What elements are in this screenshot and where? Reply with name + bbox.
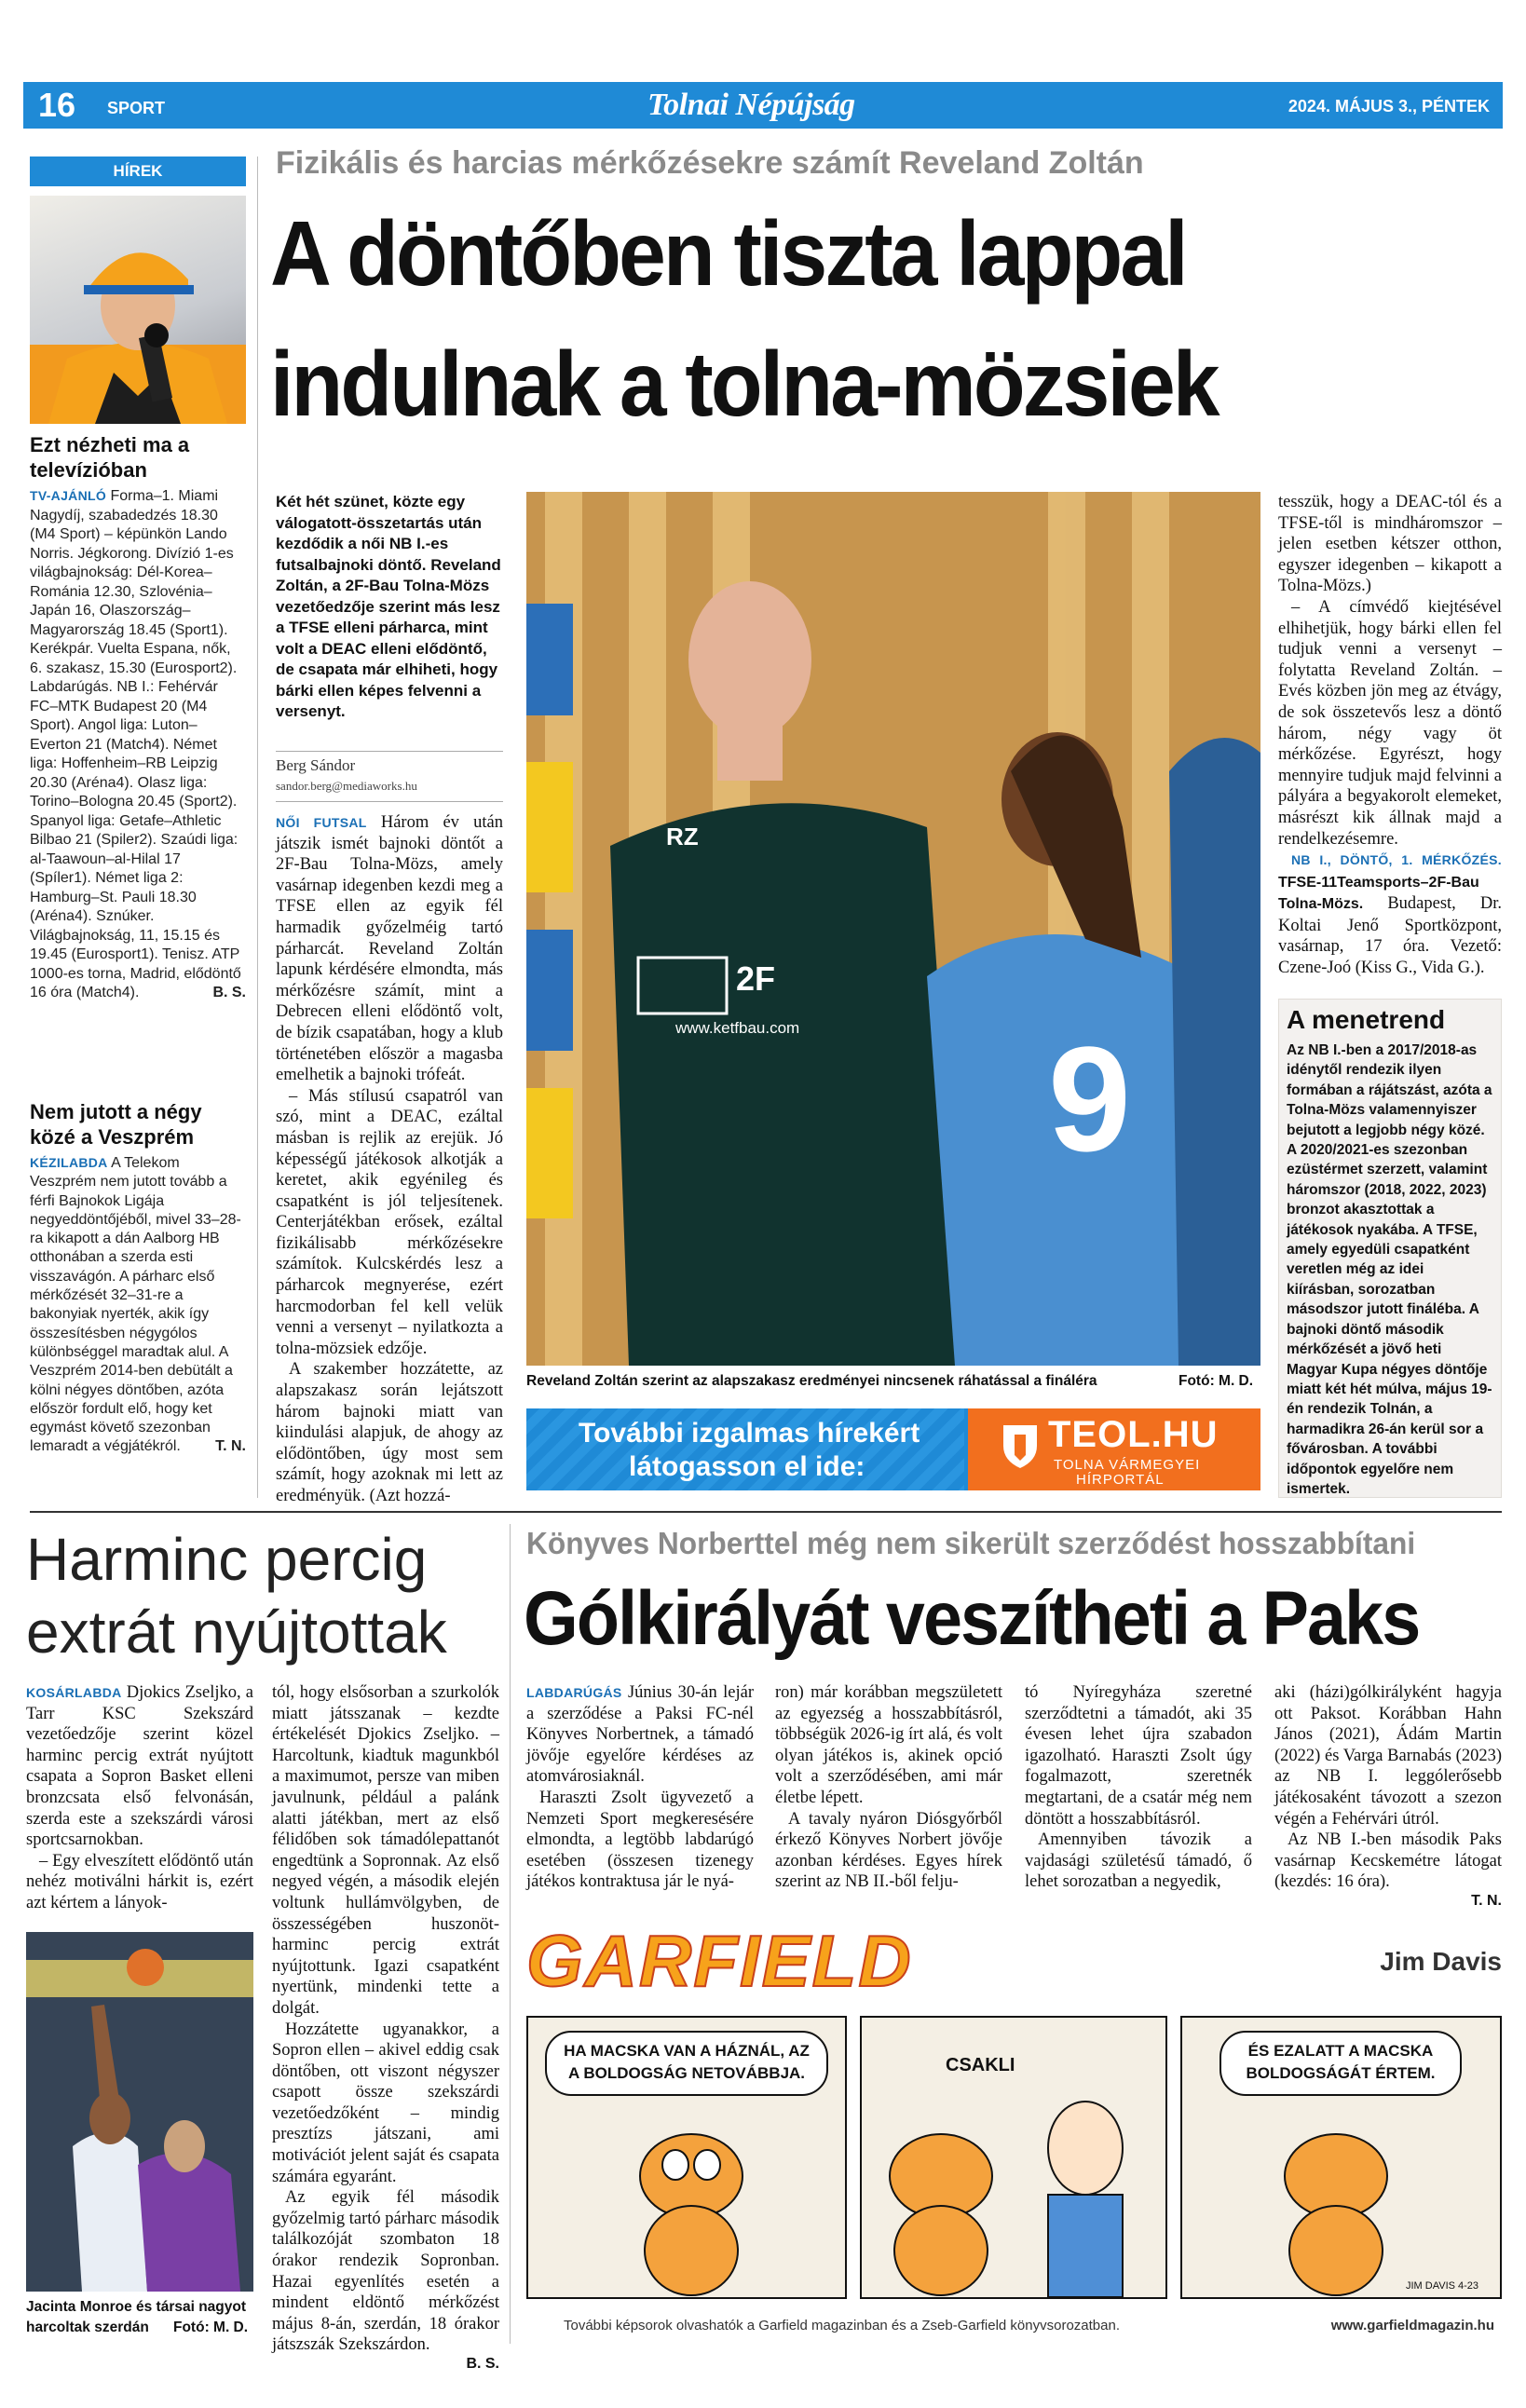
page-number: 16 xyxy=(38,86,76,124)
shirt-url: www.ketfbau.com xyxy=(675,1019,800,1037)
tv-signature: B. S. xyxy=(212,985,246,1000)
basket-title-line2: extrát nyújtottak xyxy=(26,1599,447,1666)
ad-subtitle-1: TOLNA VÁRMEGYEI xyxy=(1054,1457,1201,1473)
tv-title: Ezt nézheti ma a televízióban xyxy=(30,433,190,482)
col3-paragraph-3 xyxy=(1278,850,1502,979)
tv-body: Forma–1. Miami Nagydíj, szabadedzés 18.30 (M4 Sport) – képünkön Lando Norris. Jégkorong. Divízió 1-es világbajnokság: Dél-Korea–Románia 12.30, Szlovénia–Japán 16, Olaszország–Magyarország 18.45 (Sport1). Kerékpár. Vuelta Espana, nők, 6. szakasz, 15.30 (Eurosport2). Labdarúgás. NB I.: Fehérvár FC–MTK Budapest 20 (M4 Sport). Angol liga: Luton–Everton 21 (Match4). Német liga: Hoffenheim–RB Leipzig 20.30 (Aréna4). Olasz liga: Torino–Bologna 20.45 (Sport2). Spanyol liga: Getafe–Athletic Bilbao 21 (Spiler2). Szaúdi liga: al-Taawoun–al-Hilal 17 (Spíler1). Német liga 2: Hamburg–St. Pauli 18.30 (Aréna4). Sznúker. Világbajnokság, 11, 15.15 és 19.45 (Eurosport1). Tenisz. ATP 1000-es torna, Madrid, elődöntő 16 óra (Match4). xyxy=(30,488,241,1000)
basket-col2-paragraph-2: Hozzátette ugyanakkor, a Sopron ellen – akivel eddig csak döntőben, ott viszont négyszer csapott össze szekszárdi vezetőedzőként – mindig presztízs játszani, ami motivációt jelent saját és csapata számára egyaránt. xyxy=(272,2020,499,2186)
shirt-sponsor: 2F xyxy=(736,959,776,998)
lead-divider xyxy=(276,751,503,752)
section-label: SPORT xyxy=(107,99,166,117)
basket-photo-credit: Fotó: M. D. xyxy=(173,2320,249,2335)
paks-headline: Gólkirályát veszítheti a Paks xyxy=(524,1576,1420,1661)
basket-paragraph-2: – Egy elveszített elődöntő után nehéz motiválni hárkit is, ezért azt kértem a lányok- xyxy=(26,1851,253,1912)
masthead: Tolnai Népújság xyxy=(647,88,855,122)
paks-paragraph-1 xyxy=(526,1682,754,1788)
comic-panel-2 xyxy=(860,2016,1167,2299)
main-lead: Két hét szünet, közte egy válogatott-összetartás után kezdődik a női NB I.-es futsalbajnoki döntő. Reveland Zoltán, a 2F-Bau Tolna-Mözs vezetőedzője szerint más lesz a TFSE elleni párharca, mint volt a DEAC elleni elődöntő, de csapata már elhiheti, hogy bárki ellen képes felvenni a versenyt. xyxy=(276,493,501,720)
paks-kicker: Könyves Norberttel még nem sikerült szerződést hosszabbítani xyxy=(526,1526,1416,1560)
photo-credit: Fotó: M. D. xyxy=(1179,1373,1254,1389)
handball-signature: T. N. xyxy=(215,1438,246,1455)
shirt-initials: RZ xyxy=(666,823,699,850)
sidebar-divider xyxy=(257,156,258,1498)
basket-col2-paragraph-3: Az egyik fél második győzelmig tartó párharc második találkozóját szombaton 18 órakor rendezik Sopronban. Hazai egyenlítés esetén a mindent eldöntő mérkőzést május 8-án, szerdán, 18 órakor játszszák Szekszárdon. xyxy=(272,2188,500,2355)
basket-kicker: KOSÁRLABDA xyxy=(26,1685,122,1700)
garfield-comic xyxy=(526,1919,1502,2347)
schedule-text: Az NB I.-ben a 2017/2018-as idénytől rendezik ilyen formában a rájátszást, azóta a Tolna-Mözs valamennyiszer bejutott a legjobb négy közé. A 2020/2021-es szezonban ezüstérmet szerzett, valamint háromszor (2018, 2022, 2023) bronzot akasztottak a játékosok nyakába. A TFSE, amely egyedüli csapatként veretlen még az idei kiírásban, sorozatban másodszor jutott fináléba. A bajnoki döntő második mérkőzését a jövő heti Magyar Kupa négyes döntője miatt két hét múlva, május 19-én rendezik Tolnán, a harmadikra 26-án kerül sor a fővárosban. A további időpontok egyelőre nem ismertek. xyxy=(1287,1042,1492,1497)
basket-col2 xyxy=(272,1682,499,2373)
paks-col1 xyxy=(526,1682,754,1893)
shield-icon xyxy=(1001,1422,1039,1470)
ad-brand: TEOL.HU xyxy=(1048,1414,1219,1455)
basket-paragraph-1 xyxy=(26,1682,253,1851)
section-divider xyxy=(30,1511,1502,1513)
paks-col3-paragraph-1: tó Nyíregyháza szeretné szerződtetni a támadót, aki 35 évesen lehet újra szabadon igazolható. Haraszti Zsolt úgy fogalmazott, szeretnék megtartani, de a csatár még nem döntött a hosszabbításról. xyxy=(1025,1683,1252,1829)
basket-col2-paragraph-1: tól, hogy elsősorban a szurkolók miatt játsszanak – kezdte értékelését Djokics Zseljko. – Harcoltunk, kiadtuk magunkból a maximumot, persze van miben javulnunk, például a palánk alatti játékban, mert az első félidőben sok támadólepattanót engedtünk a Sopronnak. Az első negyed végén, a második elején voltunk hullámvölgyben, de összességében huszonöt-harminc percig extrát nyújtottunk. Igazi csapatként nyertünk, mindenki tette a dolgát. xyxy=(272,1683,499,2018)
comic-panel-3 xyxy=(1180,2016,1502,2299)
tv-kicker: TV-AJÁNLÓ xyxy=(30,488,107,503)
body-kicker: NŐI FUTSAL xyxy=(276,815,367,830)
paks-paragraph-2: Haraszti Zsolt ügyvezető a Nemzeti Sport megkeresésére elmondta, a legtöbb labdarúgó esetében (összesen tizenegy játékos kontraktusa jár le nyá- xyxy=(526,1788,754,1892)
paks-col3-paragraph-2: Amennyiben távozik a vajdasági születésű támadó, ő lehet sorozatban a negyedik, xyxy=(1025,1830,1252,1892)
garfield-logo: GARFIELD xyxy=(526,1920,913,2002)
news-sidebar xyxy=(30,156,246,1498)
jon-figure xyxy=(1020,2092,1151,2297)
main-headline-line1: A döntőben tiszta lappal xyxy=(270,202,1186,305)
body-paragraph-1 xyxy=(276,812,503,1086)
paks-col2-paragraph-1: ron) már korábban megszületett az egyezség a hosszabbításról, többségük 2026-ig írt alá, és volt olyan játékos is, akinek opció volt a szerződésében, ami már életbe lépett. xyxy=(775,1683,1002,1807)
basketball-photo xyxy=(26,1932,253,2292)
jersey-number: 9 xyxy=(1048,1015,1131,1182)
main-body-col3 xyxy=(1278,492,1502,979)
lando-norris-photo xyxy=(30,196,246,424)
coach-photo xyxy=(526,492,1260,1366)
panel-1-text: HA MACSKA VAN A HÁZNÁL, AZ A BOLDOGSÁG NETOVÁBBJA. xyxy=(564,2042,810,2082)
paks-col4-paragraph-2: Az NB I.-ben második Paks vasárnap Kecskemétre látogat (kezdés: 16 óra). xyxy=(1274,1830,1502,1892)
teol-ad-banner[interactable] xyxy=(526,1408,1260,1490)
main-kicker: Fizikális és harcias mérkőzésekre számít Reveland Zoltán xyxy=(276,145,1144,181)
main-headline-line2: indulnak a tolna-mözsiek xyxy=(270,333,1218,435)
basket-col1 xyxy=(26,1682,253,1914)
author-email: sandor.berg@mediaworks.hu xyxy=(276,779,417,793)
comic-author: Jim Davis xyxy=(1380,1947,1502,1976)
paks-col4-paragraph-1: aki (házi)gólkirályként hagyja ott Paksot. Korábban Hahn János (2021), Ádám Martin (2022) és Varga Barnabás (2023) az NB I. leggólerősebb játékosaként távozott a szezon végén a Fehérvári útról. xyxy=(1274,1683,1502,1829)
photo-caption: Reveland Zoltán szerint az alapszakasz eredményei nincsenek ráhatással a fináléra xyxy=(526,1373,1097,1389)
handball-text xyxy=(30,1153,246,1457)
paks-col2 xyxy=(775,1682,1002,1893)
body-paragraph-3: A szakember hozzátette, az alapszakasz során lejátszott három bajnoki miatt van kiindulási alapjuk, de ahogy az elődöntőben, úgy most sem számít, hogy azoknak mi lett az eredményük. (Azt hozzá- xyxy=(276,1360,503,1505)
paks-col4 xyxy=(1274,1682,1502,1910)
paks-signature: T. N. xyxy=(1471,1892,1502,1909)
panel-3-text: ÉS EZALATT A MACSKA BOLDOGSÁGÁT ÉRTEM. xyxy=(1246,2042,1436,2082)
handball-body: A Telekom Veszprém nem jutott tovább a férfi Bajnokok Ligája negyeddöntőjéből, mivel 33–28-ra kikapott a dán Aalborg HB otthonában a szerda esti visszavágón. A párharc első mérkőzését 32–31-re a bakonyiak nyerték, akik így összesítésben négygólos különbséggel maradtak alul. A Veszprém 2014-ben debütált a kölni négyes döntőben, azóta először fordult elő, hogy ket egymást követő szezonban lemaradt a végjátékról. xyxy=(30,1155,241,1455)
main-body-col1 xyxy=(276,812,503,1507)
comic-url[interactable]: www.garfieldmagazin.hu xyxy=(1330,2318,1494,2333)
ad-text-line1: További izgalmas hírekért xyxy=(579,1418,920,1449)
schedule-box xyxy=(1278,999,1502,1498)
basket-caption-line2: harcoltak szerdán xyxy=(26,2320,149,2335)
ad-subtitle-2: HÍRPORTÁL xyxy=(1076,1472,1165,1488)
comic-panel-1 xyxy=(526,2016,847,2299)
body-1-text: Három év után játszik ismét bajnoki döntőt a 2F-Bau Tolna-Mözs, amely vasárnap idegenben kezdi meg a TFSE ellen az egyik fél harmadik győzelméig tartó párharcát. Reveland Zoltán lapunk kérdésére elmondta, más mérkőzésre számít, mint a Debrecen elleni elődöntő volt, de bízik csapatában, hogy a klub történetében először a magasba emelhetik a bajnoki trófeát. xyxy=(276,813,503,1085)
handball-kicker: KÉZILABDA xyxy=(30,1155,108,1170)
page-header-bar xyxy=(23,82,1503,129)
paks-label: LABDARÚGÁS xyxy=(526,1685,622,1700)
author-divider xyxy=(276,801,503,802)
paks-col3 xyxy=(1025,1682,1252,1893)
page-date: 2024. MÁJUS 3., PÉNTEK xyxy=(1288,97,1490,116)
match-kicker: NB I., DÖNTŐ, 1. MÉRKŐZÉS. xyxy=(1291,852,1502,868)
panel-2-text: CSAKLI xyxy=(946,2055,1015,2075)
comic-footer: További képsorok olvashatók a Garfield magazinban és a Zseb-Garfield könyvsorozatban. xyxy=(564,2318,1120,2333)
sidebar-label: HÍREK xyxy=(30,156,246,186)
bottom-column-divider xyxy=(510,1524,511,2344)
garfield-figure-2 xyxy=(880,2120,1001,2297)
match-teams: TFSE-11Teamsports–2F-Bau Tolna-Mözs. xyxy=(1278,874,1479,913)
handball-title: Nem jutott a négy közé a Veszprém xyxy=(30,1100,202,1149)
paks-col2-paragraph-2: A tavaly nyáron Diósgyőrből érkező Könyves Norbert jövője azonban kérdéses. Egyes hírek szerint az NB II.-ből felju- xyxy=(775,1809,1002,1892)
col3-paragraph-2: – A címvédő kiejtésével elhihetjük, hogy bárki ellen fel tudjuk venni a versenyt – folytatta Reveland Zoltán. – Evés közben jön meg az étvágy, de sok összetevős lesz a döntő három, négy vagy öt mérkőzése. Egyrészt, hogy mennyire tudjuk majd felvinni a pályára a begyakorolt elemeket, másrészt kik állnak majd a rendelkezésemre. xyxy=(1278,597,1502,849)
col3-paragraph-1: tesszük, hogy a DEAC-tól és a TFSE-től is mindháromszor – jelen esetben kétszer otthon, egyszer idegenben – kikapott a Tolna-Mözs.) xyxy=(1278,493,1502,596)
basket-title-line1: Harminc percig xyxy=(26,1526,428,1593)
body-paragraph-2: – Más stílusú csapatról van szó, mint a DEAC, ezáltal másban is rejlik az erejük. Jó képességű játékosok alkotják a keretet, akik egyénileg és csapatként is jól teljesítenek. Centerjátékban erősek, ezáltal fizikálisabb mérkőzésekre számítok. Kulcskérdés lesz a párharcok megnyerése, ezért harcmodorban fel kell velük venni a versenyt – nyilatkozta a tolna-mözsiek edzője. xyxy=(276,1086,503,1358)
garfield-figure-3 xyxy=(1275,2120,1397,2297)
match-details: Budapest, Dr. Koltai Jenő Sportközpont, vasárnap, 17 óra. Vezető: Czene-Joó (Kiss G., Vida G.). xyxy=(1278,894,1502,978)
basket-signature: B. S. xyxy=(466,2356,499,2372)
comic-signature: JIM DAVIS 4-23 xyxy=(1406,2280,1479,2292)
tv-text xyxy=(30,486,246,1003)
basket-caption-line1: Jacinta Monroe és társai nagyot xyxy=(26,2299,247,2315)
garfield-figure-1 xyxy=(631,2120,752,2297)
schedule-title: A menetrend xyxy=(1287,1005,1446,1034)
basket-col1-text: Djokics Zseljko, a Tarr KSC Szekszárd vezetőedzője szerint közel harminc percig extrát nyújtott csapata a Sopron Basket elleni bronzcsata első felvonásán, szerda este a szekszárdi városi sportcsarnokban. xyxy=(26,1683,253,1850)
author-name: Berg Sándor xyxy=(276,756,356,774)
ad-text-line2: látogasson el ide: xyxy=(629,1451,865,1482)
paks-c1-text: Június 30-án lejár a szerződése a Paksi FC-nél Könyves Norbertnek, a támadó jövője egyelőre kérdéses az atomvárosiaknál. xyxy=(526,1683,754,1787)
